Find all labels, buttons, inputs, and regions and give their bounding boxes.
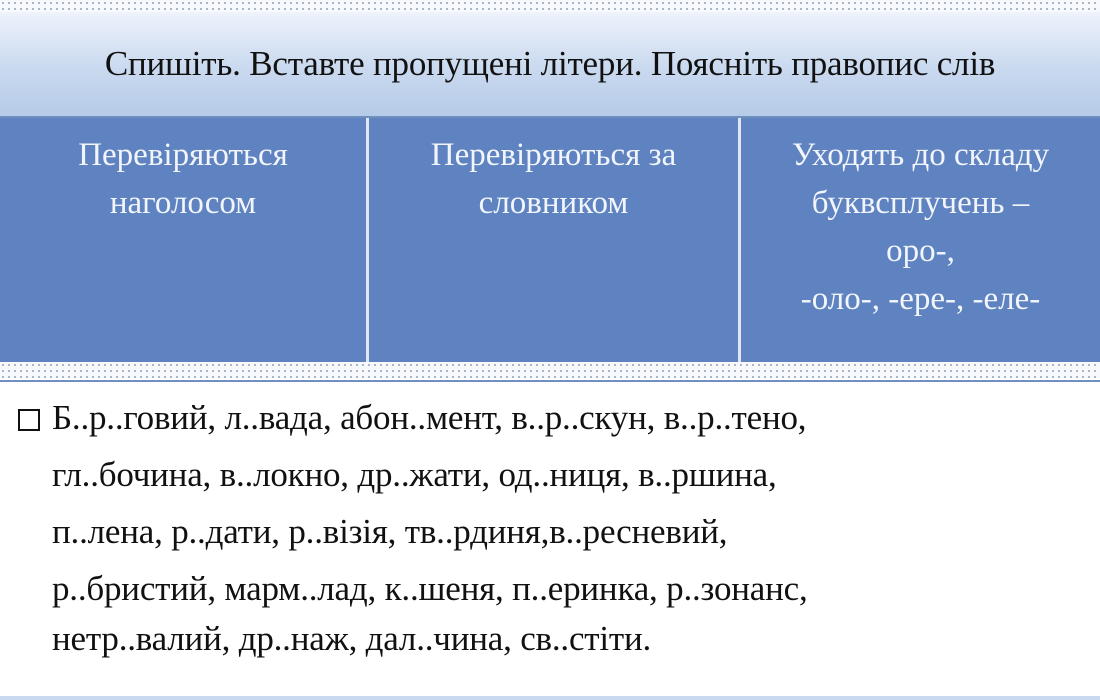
column-header-line: оро-, [886, 233, 955, 269]
column-header-line: Перевіряються за [430, 137, 677, 173]
exercise-line: р..бристий, марм..лад, к..шеня, п..еринка, р..зонанс, [52, 569, 808, 608]
column-header-letter-combinations [741, 118, 1100, 362]
exercise-block [0, 380, 1100, 700]
column-header-line: Уходять до складу [791, 137, 1050, 173]
bottom-rule [0, 696, 1100, 700]
title-band [0, 12, 1100, 118]
column-header-line: -оло-, -ере-, -еле- [800, 281, 1041, 317]
column-header-line: Перевіряються [78, 137, 288, 173]
exercise-line: гл..бочина, в..локно, др..жати, од..ниця, в..ршина, [52, 455, 777, 494]
table-header-row [0, 118, 1100, 362]
exercise-line: нетр..валий, др..наж, дал..чина, св..стіти. [52, 619, 652, 658]
exercise-line: п..лена, р..дати, р..візія, тв..рдиня,в..ресневий, [52, 512, 728, 551]
dotted-border-top [0, 0, 1100, 12]
column-header-line: наголосом [109, 185, 257, 221]
exercise-line: Б..р..говий, л..вада, абон..мент, в..р..скун, в..р..тено, [52, 398, 807, 437]
page-title: Спишіть. Вставте пропущені літери. Поясніть правопис слів [104, 44, 996, 83]
column-header-line: буквсплучень – [811, 185, 1030, 221]
column-header-stress [0, 118, 369, 362]
checkbox-bullet-icon [18, 409, 40, 431]
dotted-divider [0, 362, 1100, 378]
column-header-line: словником [478, 185, 629, 221]
column-header-dictionary [369, 118, 741, 362]
